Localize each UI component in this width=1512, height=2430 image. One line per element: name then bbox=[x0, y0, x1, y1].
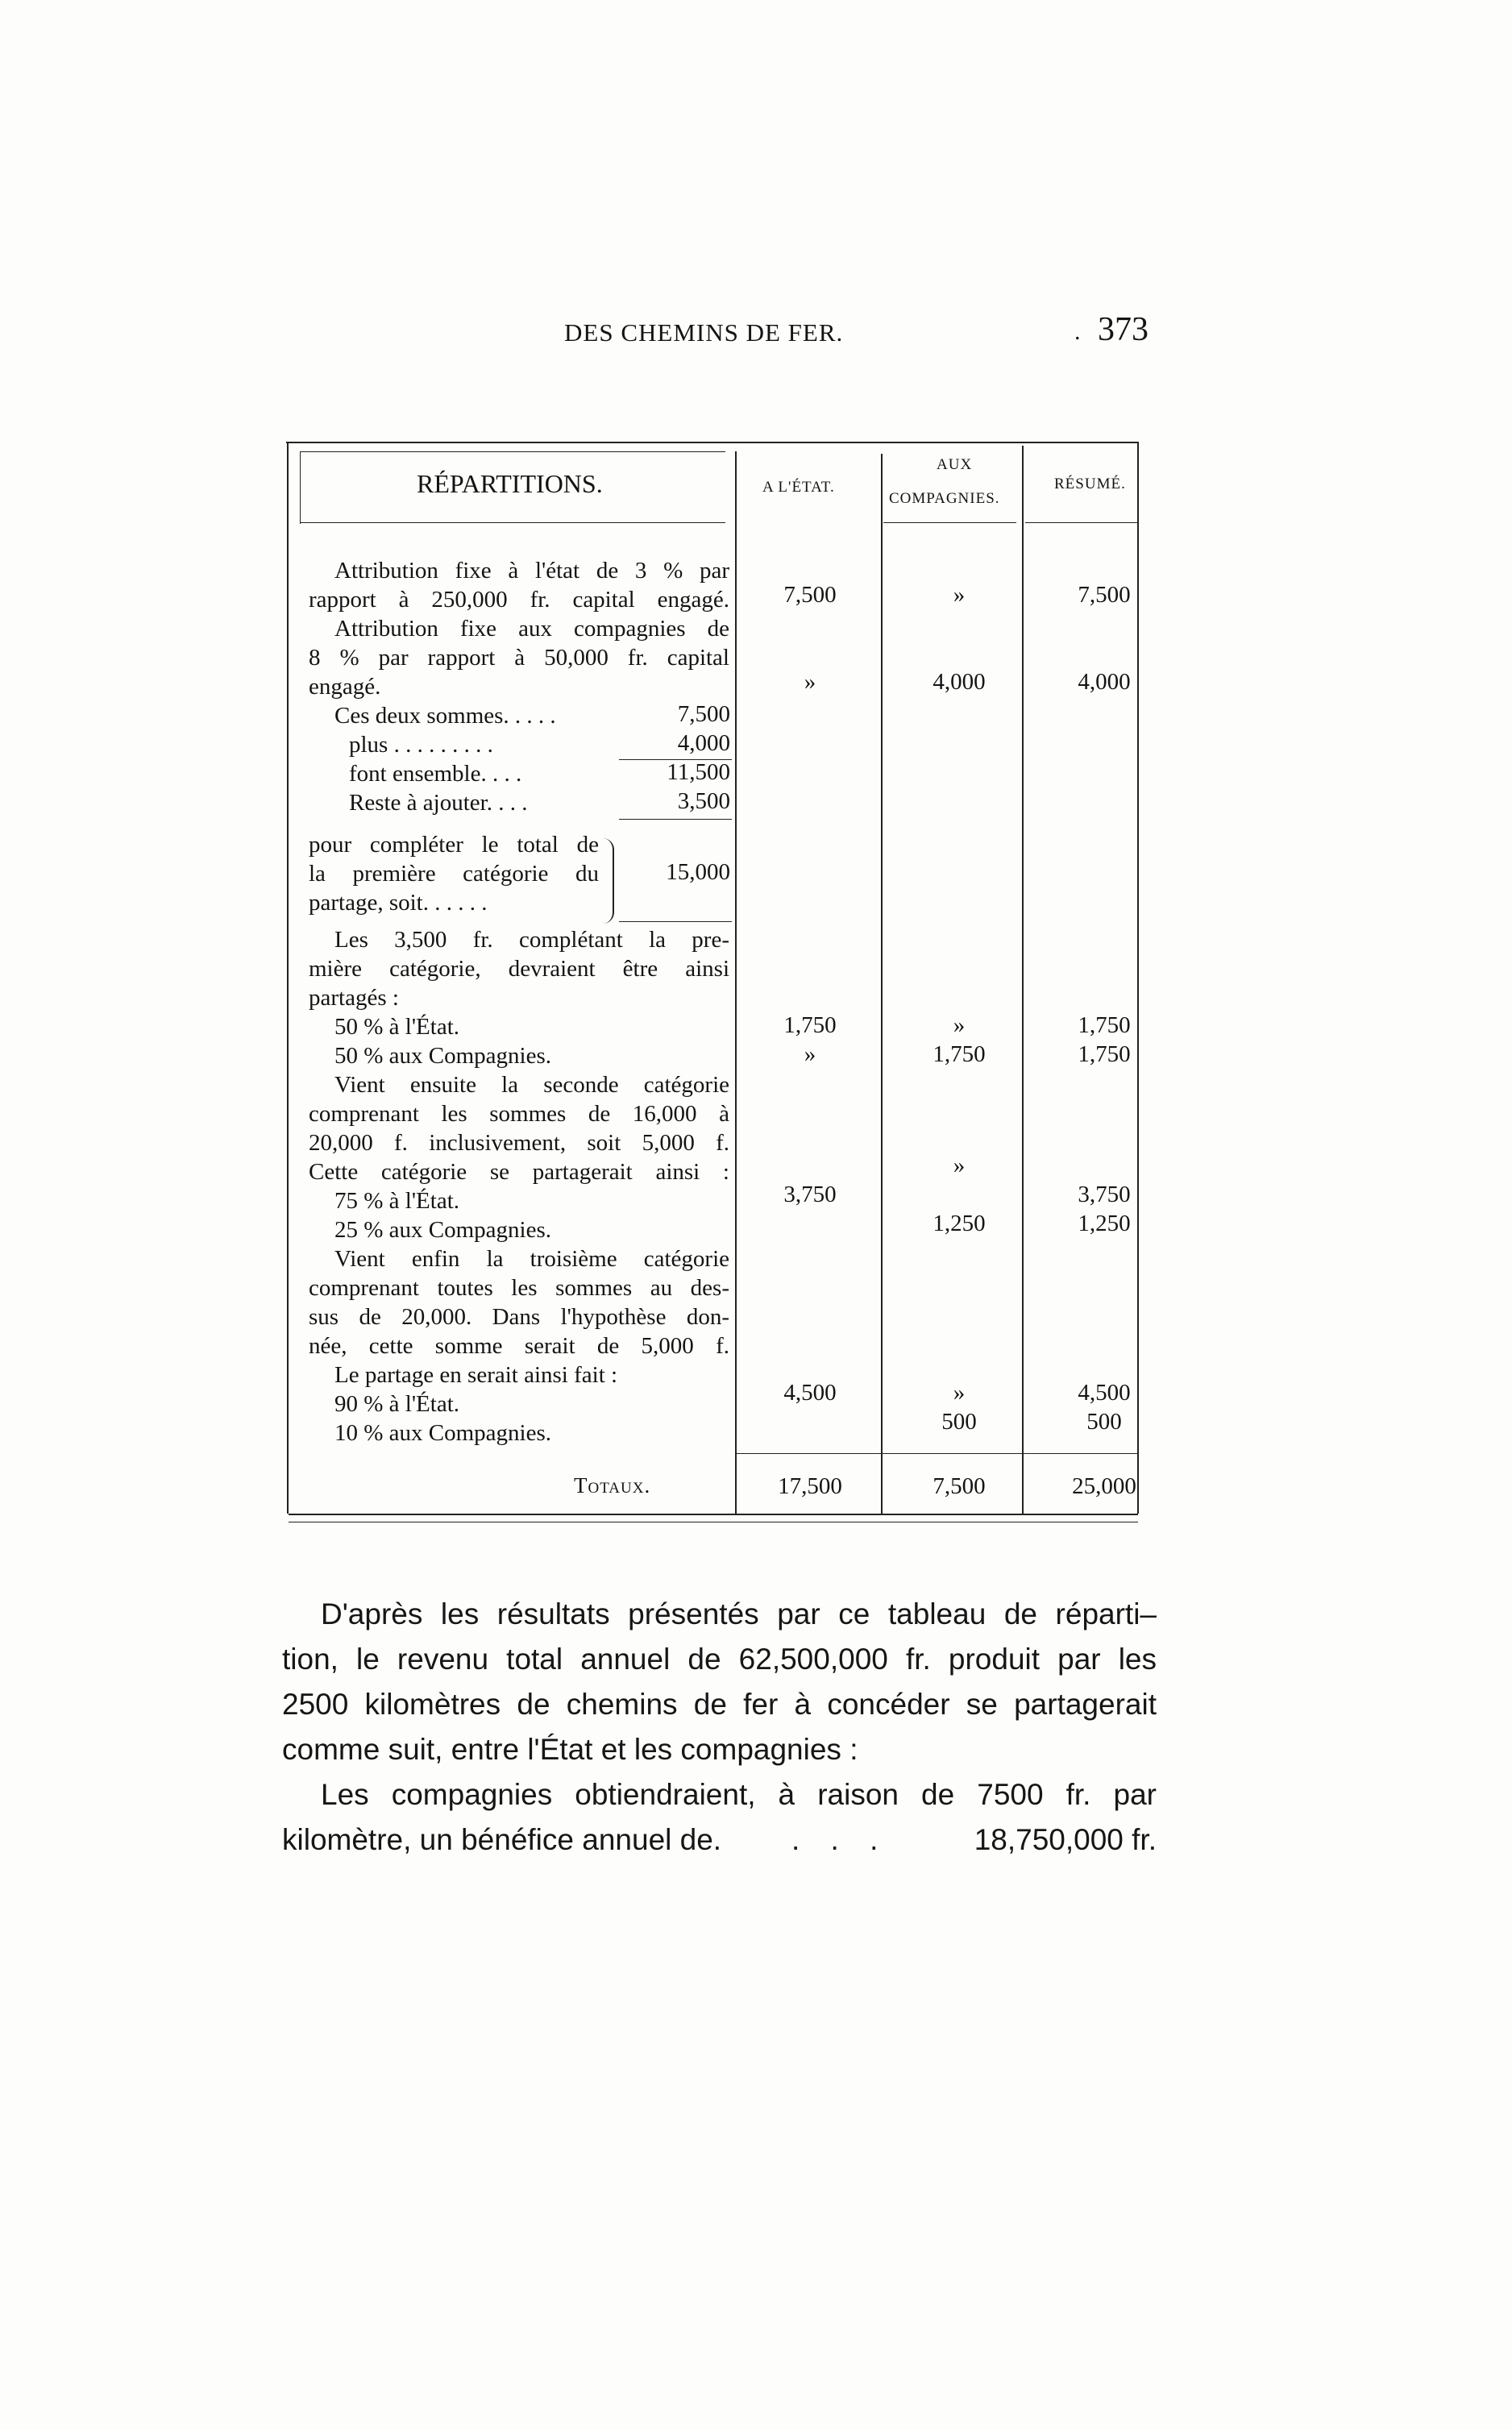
etat-value: » bbox=[804, 1041, 816, 1067]
running-title-dot: . bbox=[1074, 318, 1081, 345]
col-header-compagnies-top: AUX bbox=[937, 456, 973, 473]
desc-line: rapport à 250,000 fr. capital engagé. bbox=[309, 587, 729, 613]
etat-value: 7,500 bbox=[783, 582, 837, 608]
paragraph-line: tion, le revenu total annuel de 62,500,000 fr. produit par les bbox=[282, 1643, 1157, 1676]
desc-line: comprenant toutes les sommes au des- bbox=[309, 1275, 729, 1301]
desc-line: Attribution fixe aux compagnies de bbox=[334, 616, 729, 642]
resume-value: 1,750 bbox=[1078, 1041, 1131, 1067]
col-sep-etat-comp bbox=[881, 454, 883, 1514]
header-rule-left-bottom bbox=[300, 522, 725, 523]
desc-line: la première catégorie du bbox=[309, 861, 599, 887]
header-rule-res bbox=[1025, 522, 1138, 523]
desc-line: partage, soit. . . . . . bbox=[309, 890, 488, 916]
table-bottom-rule bbox=[289, 1514, 1138, 1515]
subtotal-value: 3,500 bbox=[677, 788, 730, 814]
desc-line: Le partage en serait ainsi fait : bbox=[334, 1362, 618, 1388]
col-header-etat: A L'ÉTAT. bbox=[762, 479, 835, 496]
desc-line: Cette catégorie se partagerait ainsi : bbox=[309, 1159, 729, 1185]
col-header-repartitions: RÉPARTITIONS. bbox=[417, 469, 603, 498]
subtotal-value: 15,000 bbox=[666, 859, 730, 885]
compagnies-value: » bbox=[953, 582, 966, 608]
resume-value: 3,750 bbox=[1078, 1182, 1131, 1207]
header-rule-left bbox=[300, 451, 725, 452]
compagnies-value: » bbox=[953, 1153, 966, 1178]
running-title: DES CHEMINS DE FER. bbox=[564, 318, 844, 347]
desc-line: partagés : bbox=[309, 985, 399, 1011]
desc-line: pour compléter le total de bbox=[309, 832, 599, 858]
totals-top-rule bbox=[735, 1453, 1138, 1454]
paragraph-text: kilomètre, un bénéfice annuel de. bbox=[282, 1823, 722, 1856]
compagnies-value: 500 bbox=[941, 1409, 977, 1435]
header-rule-comp bbox=[883, 522, 1016, 523]
page-number: 373 bbox=[1098, 311, 1149, 348]
paragraph-line: D'après les résultats présentés par ce tableau de réparti– bbox=[321, 1597, 1157, 1630]
resume-value: 7,500 bbox=[1078, 582, 1131, 608]
etat-value: 4,500 bbox=[783, 1380, 837, 1406]
desc-line: comprenant les sommes de 16,000 à bbox=[309, 1101, 729, 1127]
total-resume: 25,000 bbox=[1072, 1473, 1136, 1499]
resume-value: 1,750 bbox=[1078, 1012, 1131, 1038]
totals-label: Totaux. bbox=[574, 1473, 651, 1497]
desc-line: Ces deux sommes. . . . . bbox=[334, 703, 556, 729]
header-left-inner bbox=[300, 451, 301, 524]
desc-line: plus . . . . . . . . . bbox=[349, 732, 493, 758]
table-left-rule bbox=[287, 442, 289, 1514]
etat-value: 3,750 bbox=[783, 1182, 837, 1207]
desc-line: font ensemble. . . . bbox=[349, 761, 522, 787]
desc-line: 10 % aux Compagnies. bbox=[334, 1420, 552, 1446]
subtotal-rule bbox=[619, 819, 732, 820]
paragraph-line bbox=[282, 1817, 1157, 1863]
desc-line: Vient enfin la troisième catégorie bbox=[334, 1246, 729, 1272]
resume-value: 1,250 bbox=[1078, 1211, 1131, 1236]
benefit-amount: 18,750,000 fr. bbox=[974, 1823, 1157, 1856]
desc-line: née, cette somme serait de 5,000 f. bbox=[309, 1333, 729, 1359]
desc-line: Reste à ajouter. . . . bbox=[349, 790, 528, 816]
desc-line: 75 % à l'État. bbox=[334, 1188, 460, 1214]
compagnies-value: 1,250 bbox=[933, 1211, 986, 1236]
total-compagnies: 7,500 bbox=[933, 1473, 986, 1499]
col-header-compagnies-bottom: COMPAGNIES. bbox=[889, 490, 1000, 507]
compagnies-value: » bbox=[953, 1380, 966, 1406]
etat-value: » bbox=[804, 669, 816, 695]
subtotal-value: 4,000 bbox=[677, 730, 730, 756]
subtotal-value: 11,500 bbox=[667, 759, 730, 785]
subtotal-rule bbox=[619, 921, 732, 922]
total-first-category bbox=[309, 830, 599, 917]
paragraph-line: comme suit, entre l'État et les compagnies : bbox=[282, 1733, 858, 1766]
subtotal-value: 7,500 bbox=[677, 701, 730, 727]
leader-dots: . . . bbox=[791, 1823, 890, 1856]
brace-icon bbox=[603, 838, 614, 924]
paragraph-line: Les compagnies obtiendraient, à raison de 7500 fr. par bbox=[321, 1778, 1157, 1811]
resume-value: 500 bbox=[1086, 1409, 1122, 1435]
paragraph-line: 2500 kilomètres de chemins de fer à concéder se partagerait bbox=[282, 1688, 1157, 1721]
resume-value: 4,000 bbox=[1078, 669, 1131, 695]
total-etat: 17,500 bbox=[778, 1473, 842, 1499]
desc-line: engagé. bbox=[309, 674, 381, 700]
desc-line: sus de 20,000. Dans l'hypothèse don- bbox=[309, 1304, 729, 1330]
desc-line: 90 % à l'État. bbox=[334, 1391, 460, 1417]
desc-line: Vient ensuite la seconde catégorie bbox=[334, 1072, 729, 1098]
col-header-resume: RÉSUMÉ. bbox=[1054, 476, 1126, 492]
desc-line: 25 % aux Compagnies. bbox=[334, 1217, 552, 1243]
desc-line: mière catégorie, devraient être ainsi bbox=[309, 956, 729, 982]
desc-line: 8 % par rapport à 50,000 fr. capital bbox=[309, 645, 729, 671]
etat-value: 1,750 bbox=[783, 1012, 837, 1038]
compagnies-value: 4,000 bbox=[933, 669, 986, 695]
categories-description bbox=[309, 925, 729, 1448]
desc-line: 50 % à l'État. bbox=[334, 1014, 460, 1040]
desc-line: Attribution fixe à l'état de 3 % par bbox=[334, 558, 729, 584]
resume-value: 4,500 bbox=[1078, 1380, 1131, 1406]
desc-line: 20,000 f. inclusivement, soit 5,000 f. bbox=[309, 1130, 729, 1156]
table-top-rule bbox=[286, 442, 1139, 443]
body-paragraph bbox=[282, 1592, 1157, 1863]
compagnies-value: 1,750 bbox=[933, 1041, 986, 1067]
desc-line: Les 3,500 fr. complétant la pre- bbox=[334, 927, 729, 953]
compagnies-value: » bbox=[953, 1012, 966, 1038]
col-sep-desc-etat bbox=[735, 451, 737, 1514]
desc-line: 50 % aux Compagnies. bbox=[334, 1043, 552, 1069]
